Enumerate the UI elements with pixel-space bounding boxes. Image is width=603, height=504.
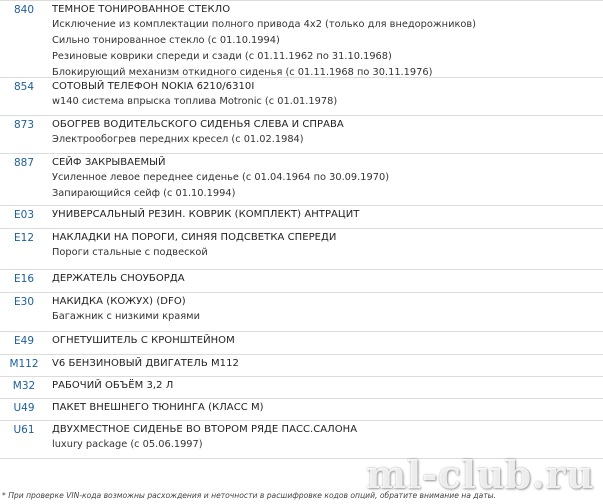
option-title: ДВУХМЕСТНОЕ СИДЕНЬЕ ВО ВТОРОМ РЯДЕ ПАСС.САЛОНА xyxy=(52,424,358,435)
option-code-cell xyxy=(0,421,44,437)
option-title: НАКИДКА (КОЖУХ) (DFO) xyxy=(52,296,186,307)
option-description xyxy=(44,1,603,81)
option-description xyxy=(44,377,603,393)
option-code-link[interactable]: 873 xyxy=(13,119,35,131)
option-title: НАКЛАДКИ НА ПОРОГИ, СИНЯЯ ПОДСВЕТКА СПЕРЕДИ xyxy=(52,232,337,243)
option-description xyxy=(44,116,603,148)
option-title: ДЕРЖАТЕЛЬ СНОУБОРДА xyxy=(52,273,185,284)
option-detail: Электрообогрев передних кресел (с 01.02.1984) xyxy=(52,134,304,145)
option-code-cell xyxy=(0,270,44,286)
option-description xyxy=(44,154,603,202)
table-row xyxy=(0,154,603,206)
option-title: УНИВЕРСАЛЬНЫЙ РЕЗИН. КОВРИК (КОМПЛЕКТ) АНТРАЦИТ xyxy=(52,209,360,220)
option-code-link[interactable]: 887 xyxy=(13,157,35,169)
option-code-cell xyxy=(0,355,44,371)
option-detail: luxury package (с 05.06.1997) xyxy=(52,439,203,450)
option-description xyxy=(44,270,603,286)
watermark-logo: ml-club.ru xyxy=(366,452,595,497)
option-code-link[interactable]: U49 xyxy=(13,402,35,414)
option-description xyxy=(44,293,603,325)
option-description xyxy=(44,78,603,110)
option-detail: Пороги стальные с подвеской xyxy=(52,247,208,258)
option-description xyxy=(44,421,603,453)
option-code-cell xyxy=(0,78,44,94)
option-description xyxy=(44,399,603,415)
option-description xyxy=(44,229,603,261)
table-row xyxy=(0,78,603,116)
table-row xyxy=(0,229,603,270)
option-title: РАБОЧИЙ ОБЪЁМ 3,2 Л xyxy=(52,380,174,391)
table-row xyxy=(0,270,603,293)
table-row xyxy=(0,332,603,355)
option-detail: Блокирующий механизм откидного сиденья (с 01.11.1968 по 30.11.1976) xyxy=(52,67,433,78)
option-detail: Сильно тонированное стекло (с 01.10.1994) xyxy=(52,35,280,46)
option-code-link[interactable]: 854 xyxy=(13,81,35,93)
option-detail: Усиленное левое переднее сиденье (с 01.04.1964 по 30.09.1970) xyxy=(52,172,390,183)
option-detail: Исключение из комплектации полного привода 4х2 (только для внедорожников) xyxy=(52,19,476,30)
option-code-link[interactable]: E16 xyxy=(14,273,34,285)
option-title: ОБОГРЕВ ВОДИТЕЛЬСКОГО СИДЕНЬЯ СЛЕВА И СПРАВА xyxy=(52,119,344,130)
footnote: * При проверке VIN-кода возможны расхождения и неточности в расшифровке кодов опций, обратите внимание на даты. xyxy=(2,491,497,500)
option-code-link[interactable]: E12 xyxy=(14,232,34,244)
option-code-cell xyxy=(0,229,44,245)
option-code-cell xyxy=(0,116,44,132)
option-code-link[interactable]: M32 xyxy=(12,380,36,392)
option-code-link[interactable]: 840 xyxy=(13,4,35,16)
option-title: СЕЙФ ЗАКРЫВАЕМЫЙ xyxy=(52,157,166,168)
table-row xyxy=(0,355,603,377)
table-row xyxy=(0,116,603,154)
option-code-link[interactable]: E03 xyxy=(14,209,34,221)
option-description xyxy=(44,206,603,222)
option-description xyxy=(44,355,603,371)
option-code-link[interactable]: U61 xyxy=(13,424,35,436)
option-code-cell xyxy=(0,154,44,170)
option-detail: w140 система впрыска топлива Motronic (с 01.01.1978) xyxy=(52,96,338,107)
option-title: ОГНЕТУШИТЕЛЬ С КРОНШТЕЙНОМ xyxy=(52,335,235,346)
option-title: ТЕМНОЕ ТОНИРОВАННОЕ СТЕКЛО xyxy=(52,4,231,15)
table-row xyxy=(0,1,603,78)
option-code-cell xyxy=(0,1,44,17)
option-code-cell xyxy=(0,293,44,309)
table-row xyxy=(0,293,603,332)
table-row xyxy=(0,399,603,421)
option-code-link[interactable]: E30 xyxy=(14,296,34,308)
option-code-link[interactable]: E49 xyxy=(14,335,34,347)
option-code-cell xyxy=(0,332,44,348)
option-detail: Багажник с низкими краями xyxy=(52,311,200,322)
option-title: СОТОВЫЙ ТЕЛЕФОН NOKIA 6210/6310I xyxy=(52,81,255,92)
table-row xyxy=(0,206,603,229)
option-title: V6 БЕНЗИНОВЫЙ ДВИГАТЕЛЬ М112 xyxy=(52,358,239,369)
option-code-cell xyxy=(0,377,44,393)
option-code-cell xyxy=(0,399,44,415)
option-detail: Запирающийся сейф (с 01.10.1994) xyxy=(52,188,236,199)
table-row xyxy=(0,377,603,399)
option-code-cell xyxy=(0,206,44,222)
table-row xyxy=(0,421,603,459)
option-description xyxy=(44,332,603,348)
option-detail: Резиновые коврики спереди и сзади (с 01.11.1962 по 31.10.1968) xyxy=(52,51,392,62)
option-title: ПАКЕТ ВНЕШНЕГО ТЮНИНГА (КЛАСС М) xyxy=(52,402,264,413)
option-code-link[interactable]: M112 xyxy=(9,358,39,370)
